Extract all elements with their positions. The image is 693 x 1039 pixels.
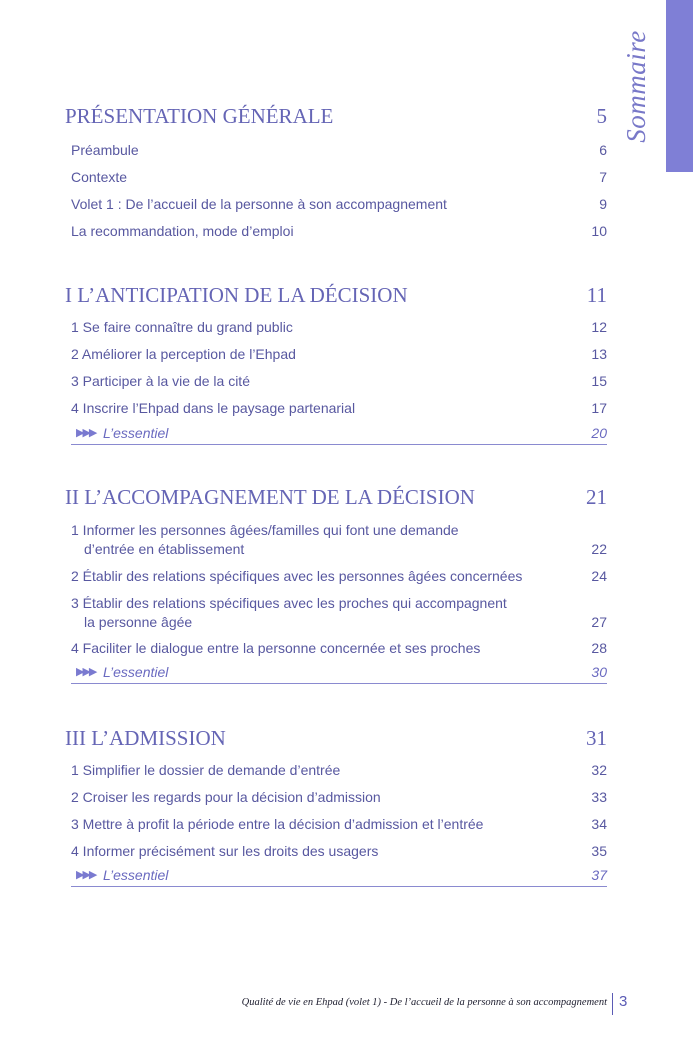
entry-label: La recommandation, mode d’emploi bbox=[71, 223, 294, 239]
entry-page: 33 bbox=[591, 789, 607, 805]
entry-label: Volet 1 : De l’accueil de la personne à son accompagnement bbox=[71, 196, 447, 212]
essentiel-label: L’essentiel bbox=[103, 867, 169, 883]
sommaire-tab bbox=[666, 0, 693, 172]
entry-label: 4 Faciliter le dialogue entre la personne concernée et ses proches bbox=[71, 640, 481, 656]
essentiel-page: 30 bbox=[591, 664, 607, 680]
footer-caption: Qualité de vie en Ehpad (volet 1) - De l’accueil de la personne à son accompagnement bbox=[241, 997, 607, 1008]
section-title: III L’ADMISSION bbox=[65, 726, 226, 750]
section-title: I L’ANTICIPATION DE LA DÉCISION bbox=[65, 283, 408, 307]
essentiel-entry[interactable] bbox=[71, 424, 607, 445]
entry-label: 2 Améliorer la perception de l’Ehpad bbox=[71, 346, 296, 362]
essentiel-page: 20 bbox=[591, 425, 607, 441]
entry-label: 1 Simplifier le dossier de demande d’entrée bbox=[71, 762, 341, 778]
essentiel-entry[interactable] bbox=[71, 663, 607, 684]
section-heading-part3[interactable] bbox=[65, 726, 607, 754]
entry-page: 7 bbox=[599, 169, 607, 185]
entry-page: 28 bbox=[591, 640, 607, 656]
section-page: 31 bbox=[586, 726, 607, 750]
entry-label: Contexte bbox=[71, 169, 128, 185]
sommaire-label: Sommaire bbox=[620, 29, 651, 143]
entry-page: 35 bbox=[591, 843, 607, 859]
entry-label: 2 Croiser les regards pour la décision d’admission bbox=[71, 789, 381, 805]
entry-label: 2 Établir des relations spécifiques avec les personnes âgées concernées bbox=[71, 568, 523, 584]
entry-page: 10 bbox=[591, 223, 607, 239]
essentiel-entry[interactable] bbox=[71, 866, 607, 887]
entry-page: 12 bbox=[591, 319, 607, 335]
entry-page: 22 bbox=[591, 541, 607, 557]
essentiel-page: 37 bbox=[591, 867, 607, 883]
triple-chevron-right-icon: ▶▶▶ bbox=[76, 427, 96, 439]
entry-label-line2: la personne âgée bbox=[84, 614, 193, 630]
section-heading-part1[interactable] bbox=[65, 283, 607, 311]
footer-divider bbox=[612, 993, 613, 1015]
section-heading-part2[interactable] bbox=[65, 485, 607, 513]
triple-chevron-right-icon: ▶▶▶ bbox=[76, 666, 96, 678]
essentiel-label: L’essentiel bbox=[103, 425, 169, 441]
page-number: 3 bbox=[619, 993, 628, 1010]
entry-page: 32 bbox=[591, 762, 607, 778]
entry-label-line2: d’entrée en établissement bbox=[84, 541, 245, 557]
section-page: 21 bbox=[586, 485, 607, 509]
entry-label-line1: 1 Informer les personnes âgées/familles qui font une demande bbox=[71, 522, 459, 538]
entry-label: 4 Informer précisément sur les droits des usagers bbox=[71, 843, 379, 859]
essentiel-label: L’essentiel bbox=[103, 664, 169, 680]
section-title: II L’ACCOMPAGNEMENT DE LA DÉCISION bbox=[65, 485, 475, 509]
section-page: 11 bbox=[586, 283, 607, 307]
entry-label: 4 Inscrire l’Ehpad dans le paysage partenarial bbox=[71, 400, 356, 416]
entry-label: 3 Participer à la vie de la cité bbox=[71, 373, 250, 389]
entry-page: 24 bbox=[591, 568, 607, 584]
sommaire-label-container bbox=[610, 0, 662, 172]
entry-page: 15 bbox=[591, 373, 607, 389]
section-heading-presentation[interactable] bbox=[65, 104, 607, 132]
section-page: 5 bbox=[596, 104, 607, 128]
entry-label-line1: 3 Établir des relations spécifiques avec les proches qui accompagnent bbox=[71, 595, 507, 611]
entry-label: 3 Mettre à profit la période entre la décision d’admission et l’entrée bbox=[71, 816, 484, 832]
entry-page: 13 bbox=[591, 346, 607, 362]
entry-page: 9 bbox=[599, 196, 607, 212]
entry-page: 27 bbox=[591, 614, 607, 630]
entry-page: 34 bbox=[591, 816, 607, 832]
entry-label: Préambule bbox=[71, 142, 139, 158]
entry-label: 1 Se faire connaître du grand public bbox=[71, 319, 293, 335]
section-title: PRÉSENTATION GÉNÉRALE bbox=[65, 104, 334, 128]
entry-page: 17 bbox=[591, 400, 607, 416]
triple-chevron-right-icon: ▶▶▶ bbox=[76, 869, 96, 881]
toc-entry[interactable] bbox=[71, 521, 607, 559]
toc-entry[interactable] bbox=[71, 594, 607, 632]
entry-page: 6 bbox=[599, 142, 607, 158]
page-footer bbox=[0, 993, 693, 1013]
